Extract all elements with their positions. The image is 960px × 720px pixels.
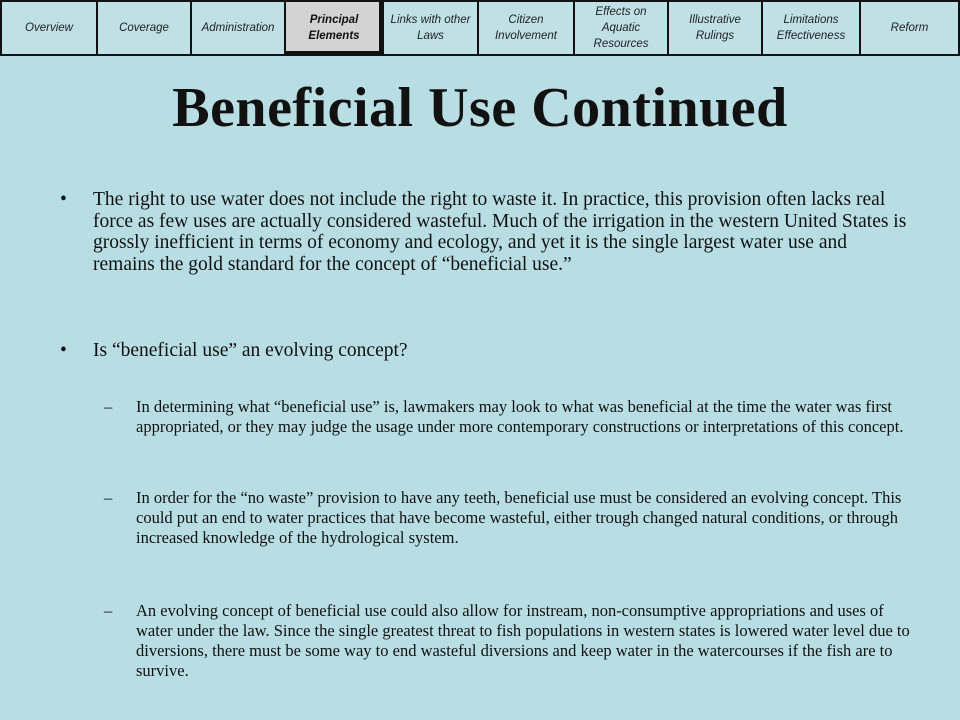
- sub-bullet-text: In determining what “beneficial use” is, lawmakers may look to what was beneficial at the time the water was first appropriated, or they may judge the usage under more contemporary constructions or interpretations of this concept.: [136, 397, 904, 436]
- tab-overview[interactable]: Overview: [0, 0, 98, 56]
- sub-bullet-item: [104, 488, 916, 548]
- tab-principal-elements[interactable]: Principal Elements: [284, 0, 384, 56]
- sub-bullet-marker: –: [104, 488, 113, 507]
- tab-administration[interactable]: Administration: [190, 0, 286, 56]
- tab-coverage[interactable]: Coverage: [96, 0, 192, 56]
- tab-citizen-involvement[interactable]: Citizen Involvement: [477, 0, 575, 56]
- bullet-text: Is “beneficial use” an evolving concept?: [93, 340, 408, 361]
- sub-bullet-text: In order for the “no waste” provision to have any teeth, beneficial use must be considered an evolving concept. This could put an end to water practices that have become wasteful, either trough changed natural conditions, or through increased knowledge of the hydrological system.: [136, 488, 902, 547]
- bullet-marker: •: [60, 340, 67, 361]
- bullet-item: [60, 340, 913, 362]
- tab-limitations-effectiveness[interactable]: Limitations Effectiveness: [761, 0, 861, 56]
- tab-links-with-other-laws[interactable]: Links with other Laws: [382, 0, 479, 56]
- tab-reform[interactable]: Reform: [859, 0, 960, 56]
- bullet-item: [60, 189, 913, 275]
- slide-title: Beneficial Use Continued: [172, 77, 788, 139]
- sub-bullet-marker: –: [104, 397, 113, 416]
- sub-bullet-marker: –: [104, 601, 113, 620]
- bullet-marker: •: [60, 189, 67, 210]
- sub-bullet-text: An evolving concept of beneficial use could also allow for instream, non-consumptive appropriations and uses of water under the law. Since the single greatest threat to fish populations in western states is lowered water level due to diversions, there must be some way to end wasteful diversions and keep water in the watercourses if the fish are to survive.: [136, 601, 910, 680]
- bullet-text: The right to use water does not include the right to waste it. In practice, this provision often lacks real force as few uses are actually considered wasteful. Much of the irrigation in the western United States is grossly inefficient in terms of economy and ecology, and yet it is the single largest water use and remains the gold standard for the concept of “beneficial use.”: [93, 189, 907, 275]
- sub-bullet-item: [104, 601, 916, 681]
- tab-illustrative-rulings[interactable]: Illustrative Rulings: [667, 0, 763, 56]
- tab-effects-on-aquatic-resources[interactable]: Effects on Aquatic Resources: [573, 0, 669, 56]
- nav-bar: [0, 0, 960, 56]
- sub-bullet-item: [104, 397, 916, 437]
